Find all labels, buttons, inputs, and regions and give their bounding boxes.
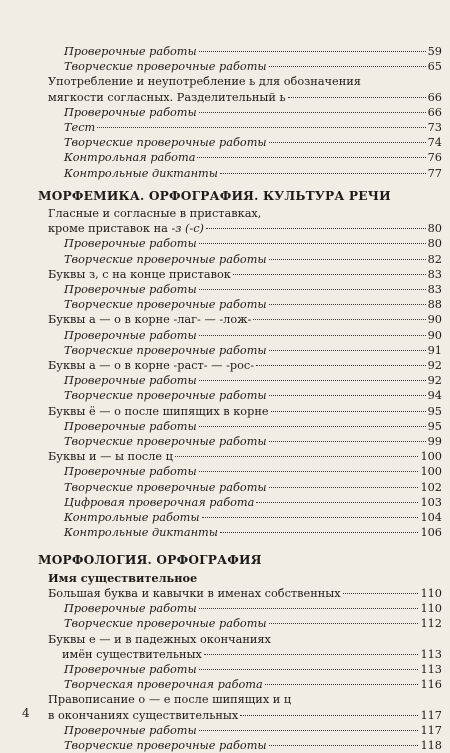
dot-leader	[199, 289, 426, 290]
toc-page-number: 118	[420, 738, 442, 752]
toc-entry	[38, 449, 442, 464]
toc-page-number: 59	[427, 45, 442, 58]
toc-entry-text: кроме приставок на -з (-с)	[48, 222, 204, 236]
dot-leader	[265, 684, 419, 685]
toc-group-4	[38, 586, 442, 632]
toc-page-number: 90	[427, 328, 442, 342]
dot-leader	[256, 365, 426, 366]
toc-page-number: 83	[427, 283, 442, 297]
dot-leader	[197, 157, 425, 158]
toc-entry	[38, 404, 442, 419]
toc-page-number: 112	[420, 617, 442, 631]
toc-page-number: 117	[420, 723, 442, 737]
toc-entry	[38, 419, 442, 434]
toc-entry-text: Творческие проверочные работы	[64, 343, 267, 357]
toc-page-number: 106	[420, 526, 442, 540]
dot-leader	[256, 502, 418, 503]
toc-entry	[38, 236, 442, 251]
toc-entry	[38, 44, 442, 59]
table-of-contents	[38, 44, 442, 753]
dot-leader	[199, 51, 426, 52]
dot-leader	[343, 593, 419, 594]
toc-group-5	[38, 662, 442, 692]
toc-entry-text: Проверочные работы	[64, 105, 197, 119]
dot-leader	[220, 173, 426, 174]
toc-entry-text: Контрольные работы	[64, 511, 200, 525]
toc-page-number: 82	[427, 252, 442, 266]
toc-entry-text: Творческие проверочные работы	[64, 252, 267, 266]
toc-entry-text: мягкости согласных. Разделительный ь	[48, 90, 286, 104]
toc-group-2	[38, 105, 442, 181]
toc-entry	[38, 723, 442, 738]
dot-leader	[97, 127, 425, 128]
toc-entry-text: Творческие проверочные работы	[64, 60, 267, 74]
toc-page-number: 113	[420, 662, 442, 676]
toc-entry	[38, 662, 442, 677]
toc-entry	[38, 59, 442, 74]
toc-entry-text: Проверочные работы	[64, 45, 197, 58]
toc-page-number: 88	[427, 298, 442, 312]
toc-entry-text: Контрольные диктанты	[64, 526, 218, 540]
toc-entry-o-e	[38, 708, 442, 723]
toc-entry	[38, 677, 442, 692]
dot-leader	[233, 274, 426, 275]
toc-entry	[38, 586, 442, 601]
toc-entry	[38, 120, 442, 135]
toc-page-number: 117	[420, 708, 442, 722]
toc-entry-text: Правописание о — е после шипящих и ц	[48, 693, 292, 707]
toc-page-number: 95	[427, 404, 442, 418]
toc-entry-text: Гласные и согласные в приставках,	[48, 207, 262, 221]
dot-leader	[269, 304, 426, 305]
toc-entry-text: Проверочные работы	[64, 237, 197, 251]
toc-entry-text: Проверочные работы	[64, 328, 197, 342]
dot-leader	[269, 66, 426, 67]
toc-entry-text: Употребление и неупотребление ь для обозначения	[48, 75, 361, 89]
toc-entry-text: Проверочные работы	[64, 283, 197, 297]
dot-leader	[175, 456, 419, 457]
toc-page-number: 94	[427, 389, 442, 403]
toc-page-number: 99	[427, 435, 442, 449]
toc-entry-soft-sign	[38, 90, 442, 105]
toc-page-number: 102	[420, 480, 442, 494]
toc-entry-text: Проверочные работы	[64, 374, 197, 388]
toc-entry-text: Творческие проверочные работы	[64, 389, 267, 403]
toc-entry-text: Творческие проверочные работы	[64, 617, 267, 631]
toc-entry-text: Контрольная работа	[64, 151, 196, 165]
toc-entry	[38, 343, 442, 358]
dot-leader	[204, 654, 419, 655]
dot-leader	[199, 335, 426, 336]
toc-page-number: 113	[420, 647, 442, 661]
toc-entry-text: имён существительных	[62, 647, 202, 661]
dot-leader	[288, 97, 426, 98]
toc-entry-text: Буквы и — ы после ц	[48, 450, 173, 464]
toc-page-number: 66	[427, 90, 442, 104]
toc-entry-text: Творческая проверочная работа	[64, 678, 263, 692]
toc-entry	[38, 434, 442, 449]
toc-page-number: 116	[420, 678, 442, 692]
toc-page-number: 95	[427, 419, 442, 433]
toc-entry-text: Проверочные работы	[64, 602, 197, 616]
dot-leader	[269, 395, 426, 396]
toc-entry-case-endings-line1	[38, 632, 442, 647]
toc-entry	[38, 510, 442, 525]
toc-entry	[38, 601, 442, 616]
toc-entry-text: Буквы е — и в падежных окончаниях	[48, 632, 271, 646]
toc-entry	[38, 373, 442, 388]
toc-entry	[38, 312, 442, 327]
dot-leader	[199, 426, 426, 427]
toc-entry-text: Проверочные работы	[64, 419, 197, 433]
toc-entry-case-endings	[38, 647, 442, 662]
toc-entry	[38, 328, 442, 343]
toc-entry-text: Проверочные работы	[64, 662, 197, 676]
toc-entry-text: Проверочные работы	[64, 465, 197, 479]
toc-group-3	[38, 236, 442, 540]
dot-leader	[253, 319, 425, 320]
dot-leader	[199, 608, 419, 609]
dot-leader	[269, 487, 419, 488]
toc-entry-text: Цифровая проверочная работа	[64, 495, 255, 509]
toc-page-number: 65	[427, 60, 442, 74]
toc-entry	[38, 616, 442, 631]
toc-entry-text: Творческие проверочные работы	[64, 480, 267, 494]
toc-group-6	[38, 723, 442, 753]
toc-entry	[38, 252, 442, 267]
dot-leader	[199, 730, 419, 731]
dot-leader	[269, 745, 419, 746]
toc-entry	[38, 267, 442, 282]
toc-entry-text: Буквы з, с на конце приставок	[48, 267, 231, 281]
toc-entry	[38, 738, 442, 753]
toc-page-number: 110	[420, 586, 442, 600]
toc-page-number: 92	[427, 374, 442, 388]
dot-leader	[199, 243, 426, 244]
dot-leader	[269, 350, 426, 351]
toc-page-number: 66	[427, 105, 442, 119]
toc-entry	[38, 297, 442, 312]
toc-entry-text: Буквы а — о в корне -раст- — -рос-	[48, 359, 255, 373]
toc-page-number: 100	[420, 450, 442, 464]
toc-entry	[38, 282, 442, 297]
dot-leader	[199, 669, 419, 670]
toc-entry-text: Творческие проверочные работы	[64, 136, 267, 150]
toc-page-number: 103	[420, 495, 442, 509]
toc-page-number: 91	[427, 343, 442, 357]
toc-entry-text: Творческие проверочные работы	[64, 435, 267, 449]
toc-entry-text: Творческие проверочные работы	[64, 298, 267, 312]
toc-page-number: 77	[427, 166, 442, 180]
toc-group-1	[38, 44, 442, 74]
toc-page-number: 80	[427, 237, 442, 251]
toc-page-number: 110	[420, 602, 442, 616]
dot-leader	[240, 715, 418, 716]
dot-leader	[269, 259, 426, 260]
toc-entry-text: Большая буква и кавычки в именах собственных	[48, 586, 341, 600]
toc-entry-prefixes	[38, 221, 442, 236]
dot-leader	[199, 380, 426, 381]
section-heading-morphemics: МОРФЕМИКА. ОРФОГРАФИЯ. КУЛЬТУРА РЕЧИ	[38, 188, 391, 203]
dot-leader	[269, 441, 426, 442]
toc-entry-text: Контрольные диктанты	[64, 166, 218, 180]
toc-page-number: 100	[420, 465, 442, 479]
toc-page-number: 73	[427, 121, 442, 135]
dot-leader	[220, 532, 418, 533]
toc-entry-text: Буквы ё — о после шипящих в корне	[48, 404, 269, 418]
toc-page-number: 92	[427, 359, 442, 373]
toc-page-number: 90	[427, 313, 442, 327]
toc-entry	[38, 388, 442, 403]
toc-entry-text: Тест	[64, 121, 96, 135]
toc-entry	[38, 480, 442, 495]
dot-leader	[199, 112, 426, 113]
dot-leader	[269, 623, 419, 624]
toc-entry	[38, 105, 442, 120]
toc-entry	[38, 150, 442, 165]
toc-entry	[38, 525, 442, 540]
toc-entry	[38, 135, 442, 150]
section-heading-morphology: МОРФОЛОГИЯ. ОРФОГРАФИЯ	[38, 552, 262, 567]
toc-page-number: 76	[427, 151, 442, 165]
toc-entry	[38, 166, 442, 181]
toc-entry-text: Буквы а — о в корне -лаг- — -лож-	[48, 313, 252, 327]
toc-page-number: 104	[420, 511, 442, 525]
toc-entry-text: Творческие проверочные работы	[64, 738, 267, 752]
toc-entry-soft-sign-line1	[38, 74, 442, 89]
dot-leader	[199, 471, 419, 472]
toc-entry-text: Проверочные работы	[64, 723, 197, 737]
dot-leader	[269, 142, 426, 143]
subsection-heading-noun: Имя существительное	[48, 570, 198, 585]
toc-entry-prefixes-line1	[38, 206, 442, 221]
toc-page-number: 83	[427, 267, 442, 281]
page-number: 4	[22, 706, 30, 720]
dot-leader	[206, 228, 426, 229]
toc-entry-o-e-line1	[38, 692, 442, 707]
toc-entry	[38, 464, 442, 479]
toc-entry	[38, 495, 442, 510]
toc-entry-text: в окончаниях существительных	[48, 708, 239, 722]
dot-leader	[271, 411, 426, 412]
toc-page-number: 80	[427, 222, 442, 236]
dot-leader	[202, 517, 419, 518]
toc-entry	[38, 358, 442, 373]
toc-page-number: 74	[427, 136, 442, 150]
